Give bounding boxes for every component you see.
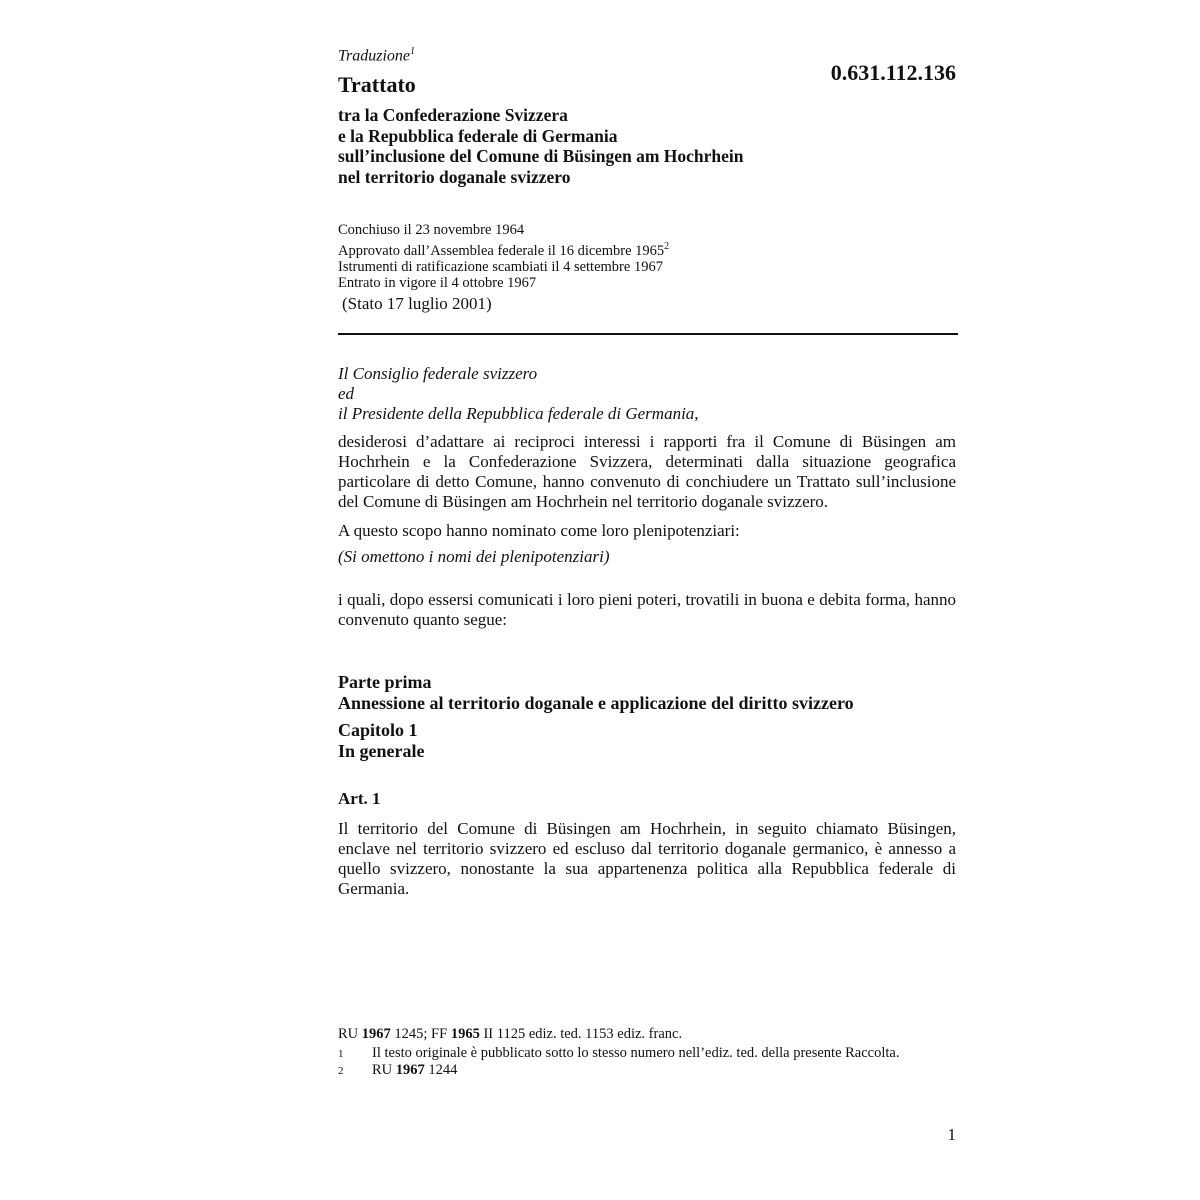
chapter-heading — [338, 720, 956, 762]
footnote-1 — [338, 1045, 938, 1062]
part-heading — [338, 672, 956, 714]
contracting-parties — [338, 364, 956, 424]
subtitle-line: sull’inclusione del Comune di Büsingen am Hochrhein — [338, 146, 744, 166]
preamble-paragraph: desiderosi d’adattare ai reciproci interessi i rapporti fra il Comune di Büsingen am Hochrhein e la Confederazione Svizzera, determinati dalla situazione geografica particolare di detto Comune, hanno convenuto di conchiudere un Trattato sull’inclusione del Comune di Büsingen am Hochrhein nel territorio doganale svizzero. — [338, 432, 956, 511]
part-title: Annessione al territorio doganale e applicazione del diritto svizzero — [338, 693, 854, 713]
chapter-label: Capitolo 1 — [338, 720, 418, 740]
article-heading: Art. 1 — [338, 789, 381, 808]
document-subtitle — [338, 105, 744, 187]
source-ru-prefix: RU — [338, 1026, 362, 1042]
approved-text: Approvato dall’Assemblea federale il 16 dicembre 1965 — [338, 242, 665, 259]
translation-label — [338, 46, 415, 65]
party-line: il Presidente della Repubblica federale di Germania, — [338, 404, 699, 423]
footnotes — [338, 1026, 938, 1079]
source-reference — [338, 1026, 938, 1042]
party-line: ed — [338, 384, 355, 403]
treaty-metadata — [338, 222, 669, 292]
subtitle-line: e la Repubblica federale di Germania — [338, 125, 618, 146]
document-title: Trattato — [338, 72, 416, 97]
horizontal-rule — [338, 333, 958, 335]
page-number: 1 — [947, 1125, 956, 1144]
footnote-text — [372, 1062, 938, 1079]
footnote-ref-2[interactable]: 2 — [664, 240, 670, 252]
footnote-text: Il testo originale è pubblicato sotto lo stesso numero nell’ediz. ted. della presente Raccolta. — [372, 1045, 900, 1061]
in-force-date: Entrato in vigore il 4 ottobre 1967 — [338, 275, 537, 292]
subtitle-line: nel territorio doganale svizzero — [338, 166, 571, 187]
sr-number: 0.631.112.136 — [830, 60, 956, 85]
concluded-date: Conchiuso il 23 novembre 1964 — [338, 222, 525, 238]
footnote-year: 1967 — [395, 1062, 425, 1078]
party-line: Il Consiglio federale svizzero — [338, 364, 538, 383]
source-ru-year: 1967 — [361, 1026, 391, 1042]
plenipotentiaries-paragraph: A questo scopo hanno nominato come loro plenipotenziari: — [338, 521, 740, 540]
ratification-date: Istrumenti di ratificazione scambiati il 4 settembre 1967 — [338, 258, 663, 275]
footnote-ref-1[interactable]: 1 — [410, 46, 416, 57]
part-label: Parte prima — [338, 672, 432, 692]
footnote-number: 2 — [338, 1065, 344, 1077]
approved-date — [338, 239, 669, 259]
footnote-prefix: RU — [372, 1062, 396, 1078]
source-ru-rest: 1245; FF — [390, 1026, 451, 1042]
footnote-number: 1 — [338, 1048, 344, 1060]
footnote-2 — [338, 1062, 938, 1079]
source-ff-rest: II 1125 ediz. ted. 1153 ediz. franc. — [479, 1026, 683, 1042]
footnote-rest: 1244 — [424, 1062, 458, 1078]
article-text: Il territorio del Comune di Büsingen am Hochrhein, in seguito chiamato Büsingen, enclave nel territorio svizzero ed escluso dal territorio doganale germanico, è annesso a quello svizzero, nonostante la sua appartenenza politica alla Repubblica federale di Germania. — [338, 819, 956, 898]
status-date: (Stato 17 luglio 2001) — [342, 294, 492, 313]
agreement-paragraph: i quali, dopo essersi comunicati i loro pieni poteri, trovatili in buona e debita forma, hanno convenuto quanto segue: — [338, 590, 956, 629]
translation-text: Traduzione — [338, 47, 411, 65]
chapter-title: In generale — [338, 741, 425, 761]
source-ff-year: 1965 — [450, 1026, 480, 1042]
omitted-names-note: (Si omettono i nomi dei plenipotenziari) — [338, 547, 610, 566]
subtitle-line: tra la Confederazione Svizzera — [338, 105, 568, 125]
